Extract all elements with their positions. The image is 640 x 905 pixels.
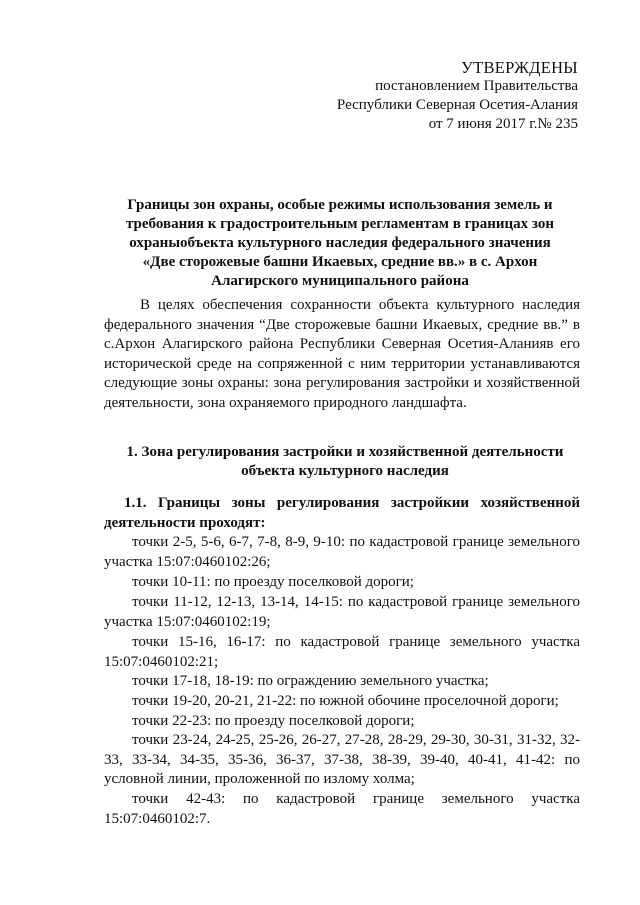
title-line-3: охраныобъекта культурного наследия федерального значения (129, 235, 551, 251)
approval-heading: УТВЕРЖДЕНЫ (461, 58, 578, 77)
title-line-1: Границы зон охраны, особые режимы использования земель и (127, 197, 553, 213)
subsection-1-1-heading: 1.1. Границы зоны регулирования застройкии хозяйственной деятельности проходят: (104, 495, 580, 531)
title-line-4: «Две сторожевые башни Икаевых, средние вв.» в с. Архон (142, 254, 538, 270)
point-item: точки 19-20, 20-21, 21-22: по южной обочине проселочной дороги; (132, 693, 559, 709)
point-item: точки 10-11: по проезду поселковой дороги; (132, 574, 414, 590)
point-item: точки 11-12, 12-13, 13-14, 14-15: по кадастровой границе земельного участка 15:07:0460102:19; (104, 594, 580, 630)
intro-paragraph: В целях обеспечения сохранности объекта культурного наследия федерального значения “Две сторожевые башни Икаевых, средние вв.” в с.Архон Алагирского района Республики Северная Осетия-Аланияв его исторической среде на сопряженной с ним территории устанавливаются следующие зоны охраны: зона регулирования застройки и хозяйственной деятельности, зона охраняемого природного ландшафта. (104, 297, 580, 411)
approval-block (337, 58, 578, 134)
title-line-2: требования к градостроительным регламентам в границах зон (125, 216, 555, 232)
title-line-5: Алагирского муниципального района (211, 273, 469, 289)
section-1-heading (110, 443, 580, 481)
document-title (110, 196, 570, 291)
approval-line-2: Республики Северная Осетия-Алания (336, 97, 578, 113)
section-1-line-2: объекта культурного наследия (241, 463, 449, 479)
point-item: точки 42-43: по кадастровой границе земельного участка 15:07:0460102:7. (104, 791, 580, 827)
approval-line-1: постановлением Правительства (375, 78, 578, 94)
point-item: точки 15-16, 16-17: по кадастровой границе земельного участка 15:07:0460102:21; (104, 634, 580, 670)
point-item: точки 23-24, 24-25, 25-26, 26-27, 27-28, 28-29, 29-30, 30-31, 31-32, 32-33, 33-34, 34-35, 35-36, 36-37, 37-38, 38-39, 39-40, 40-41, 41-42: по условной линии, проложенной по излому холма; (104, 732, 580, 787)
point-item: точки 17-18, 18-19: по ограждению земельного участка; (132, 673, 489, 689)
approval-line-3: от 7 июня 2017 г.№ 235 (428, 116, 578, 132)
section-1-line-1: 1. Зона регулирования застройки и хозяйственной деятельности (126, 444, 564, 460)
point-item: точки 2-5, 5-6, 6-7, 7-8, 8-9, 9-10: по кадастровой границе земельного участка 15:07:0460102:26; (104, 534, 580, 570)
point-item: точки 22-23: по проезду поселковой дороги; (132, 713, 415, 729)
